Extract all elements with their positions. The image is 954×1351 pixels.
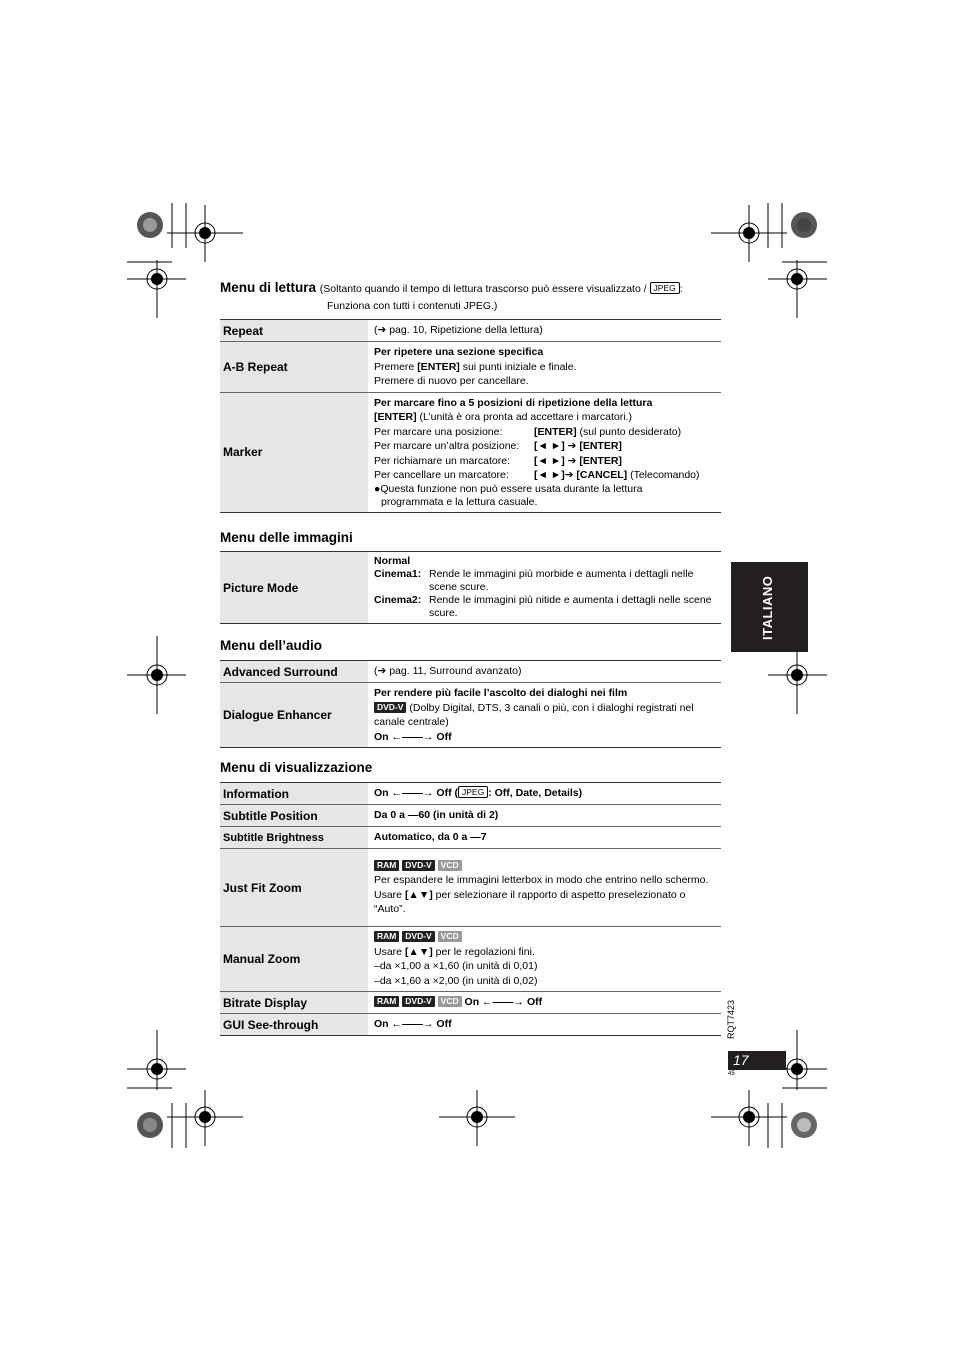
row-value-subtitle-position: Da 0 a —60 (in unità di 2) bbox=[374, 809, 499, 822]
section-title-lettura: Menu di lettura (Soltanto quando il tempo di lettura trascorso può essere visualizzato / JPEG : bbox=[220, 280, 683, 295]
text-line: Premere [ENTER] sui punti iniziale e finale. bbox=[374, 360, 577, 373]
text-line: Per marcare un’altra posizione: [◄ ►] ➔ [ENTER] bbox=[374, 440, 622, 452]
table-row bbox=[220, 849, 721, 927]
row-value-advanced-surround: (➔ pag. 11, Surround avanzato) bbox=[374, 665, 522, 678]
table-row bbox=[220, 783, 721, 805]
table-immagini bbox=[220, 551, 721, 624]
table-row bbox=[220, 992, 721, 1014]
row-value-manual-zoom bbox=[368, 927, 721, 992]
table-row bbox=[220, 927, 721, 992]
section-note-line2: Funziona con tutti i contenuti JPEG.) bbox=[327, 300, 498, 312]
bullet-line: ●Questa funzione non può essere usata durante la lettura bbox=[374, 482, 643, 495]
table-row bbox=[220, 1014, 721, 1036]
row-label-marker: Marker bbox=[220, 392, 368, 512]
dvd-v-badge: DVD-V bbox=[374, 702, 406, 713]
text-line: DVD-V (Dolby Digital, DTS, 3 canali o più, con i dialoghi registrati nel canale centrale) bbox=[374, 701, 694, 728]
dvd-v-badge: DVD-V bbox=[402, 931, 434, 942]
text-line: Cinema2: Rende le immagini più nitide e aumenta i dettagli nelle scene scure. bbox=[374, 594, 712, 619]
row-label-dialogue-enhancer: Dialogue Enhancer bbox=[220, 683, 368, 748]
table-row bbox=[220, 342, 721, 393]
table-row bbox=[220, 805, 721, 827]
row-label-advanced-surround: Advanced Surround bbox=[220, 661, 368, 683]
section-title-audio: Menu dell’audio bbox=[220, 638, 323, 653]
text-line: Per rendere più facile l’ascolto dei dialoghi nei film bbox=[374, 687, 628, 699]
page-sub-number: 45 bbox=[728, 1071, 735, 1077]
table-row bbox=[220, 827, 721, 849]
text-line: –da ×1,60 a ×2,00 (in unità di 0,02) bbox=[374, 974, 538, 987]
text-line: Usare [▲▼] per selezionare il rapporto di aspetto preselezionato o “Auto”. bbox=[374, 888, 686, 915]
badge-row bbox=[374, 859, 718, 874]
row-label-bitrate-display: Bitrate Display bbox=[220, 992, 368, 1014]
row-value-gui-see-through: On ←——→ Off bbox=[374, 1018, 452, 1031]
table-row bbox=[220, 683, 721, 748]
dvd-v-badge: DVD-V bbox=[402, 996, 434, 1007]
jpeg-badge: JPEG bbox=[650, 282, 680, 294]
bullet-line: programmata e la lettura casuale. bbox=[381, 495, 538, 508]
language-tab-label: ITALIANO bbox=[760, 575, 775, 640]
text-line: Per richiamare un marcatore: [◄ ►] ➔ [ENTER] bbox=[374, 454, 622, 467]
text-line: Per marcare fino a 5 posizioni di ripetizione della lettura bbox=[374, 396, 653, 409]
row-value-just-fit-zoom bbox=[368, 849, 721, 927]
row-label-subtitle-position: Subtitle Position bbox=[220, 805, 368, 827]
row-label-gui-see-through: GUI See-through bbox=[220, 1014, 368, 1036]
jpeg-badge: JPEG bbox=[458, 786, 488, 798]
text-line: –da ×1,00 a ×1,60 (in unità di 0,01) bbox=[374, 960, 538, 972]
table-row bbox=[220, 392, 721, 512]
text-line: Normal bbox=[374, 555, 411, 567]
table-row bbox=[220, 320, 721, 342]
row-label-picture-mode: Picture Mode bbox=[220, 552, 368, 624]
table-audio bbox=[220, 660, 721, 748]
table-row bbox=[220, 552, 721, 624]
row-value-bitrate-display: RAM DVD-V VCD On ←——→ Off bbox=[368, 992, 721, 1014]
ram-badge: RAM bbox=[374, 860, 399, 871]
text-line: On ←——→ Off bbox=[374, 730, 452, 743]
badge-row bbox=[374, 930, 718, 945]
text-line: [ENTER] (L’unità è ora pronta ad accettare i marcatori.) bbox=[374, 411, 632, 423]
text-line: Premere di nuovo per cancellare. bbox=[374, 375, 529, 387]
text-line: Per cancellare un marcatore: [◄ ►]➔ [CANCEL] (Telecomando) bbox=[374, 469, 700, 481]
row-label-just-fit-zoom: Just Fit Zoom bbox=[220, 849, 368, 927]
vcd-badge: VCD bbox=[438, 860, 462, 871]
row-label-ab-repeat: A-B Repeat bbox=[220, 342, 368, 393]
document-code: RQT7423 bbox=[726, 1000, 736, 1040]
text-line: Cinema1: Rende le immagini più morbide e aumenta i dettagli nelle scene scure. bbox=[374, 568, 694, 593]
row-value-repeat: (➔ pag. 10, Ripetizione della lettura) bbox=[374, 324, 543, 337]
table-lettura bbox=[220, 319, 721, 513]
row-label-information: Information bbox=[220, 783, 368, 805]
text-line: Per espandere le immagini letterbox in modo che entrino nello schermo. bbox=[374, 874, 709, 886]
ram-badge: RAM bbox=[374, 931, 399, 942]
page-number: 17 bbox=[733, 1052, 749, 1068]
vcd-badge: VCD bbox=[438, 996, 462, 1007]
text-line: Usare [▲▼] per le regolazioni fini. bbox=[374, 945, 535, 958]
row-value-ab-repeat bbox=[368, 342, 721, 393]
text-line: Per ripetere una sezione specifica bbox=[374, 346, 544, 358]
row-value-information: On ←——→ Off ( JPEG : Off, Date, Details) bbox=[374, 787, 583, 800]
section-note: (Soltanto quando il tempo di lettura trascorso può essere visualizzato / JPEG : bbox=[319, 283, 683, 295]
text-line: Per marcare una posizione: [ENTER] (sul punto desiderato) bbox=[374, 425, 682, 438]
row-value-picture-mode bbox=[368, 552, 721, 624]
table-visualizzazione bbox=[220, 782, 721, 1036]
row-value-subtitle-brightness: Automatico, da 0 a —7 bbox=[374, 831, 487, 844]
row-value-dialogue-enhancer bbox=[368, 683, 721, 748]
row-label-repeat: Repeat bbox=[220, 320, 368, 342]
vcd-badge: VCD bbox=[438, 931, 462, 942]
dvd-v-badge: DVD-V bbox=[402, 860, 434, 871]
section-title-immagini: Menu delle immagini bbox=[220, 530, 353, 545]
section-title-visualizzazione: Menu di visualizzazione bbox=[220, 760, 373, 775]
row-label-subtitle-brightness: Subtitle Brightness bbox=[220, 827, 368, 849]
table-row bbox=[220, 661, 721, 683]
row-label-manual-zoom: Manual Zoom bbox=[220, 927, 368, 992]
ram-badge: RAM bbox=[374, 996, 399, 1007]
row-value-marker bbox=[368, 392, 721, 512]
